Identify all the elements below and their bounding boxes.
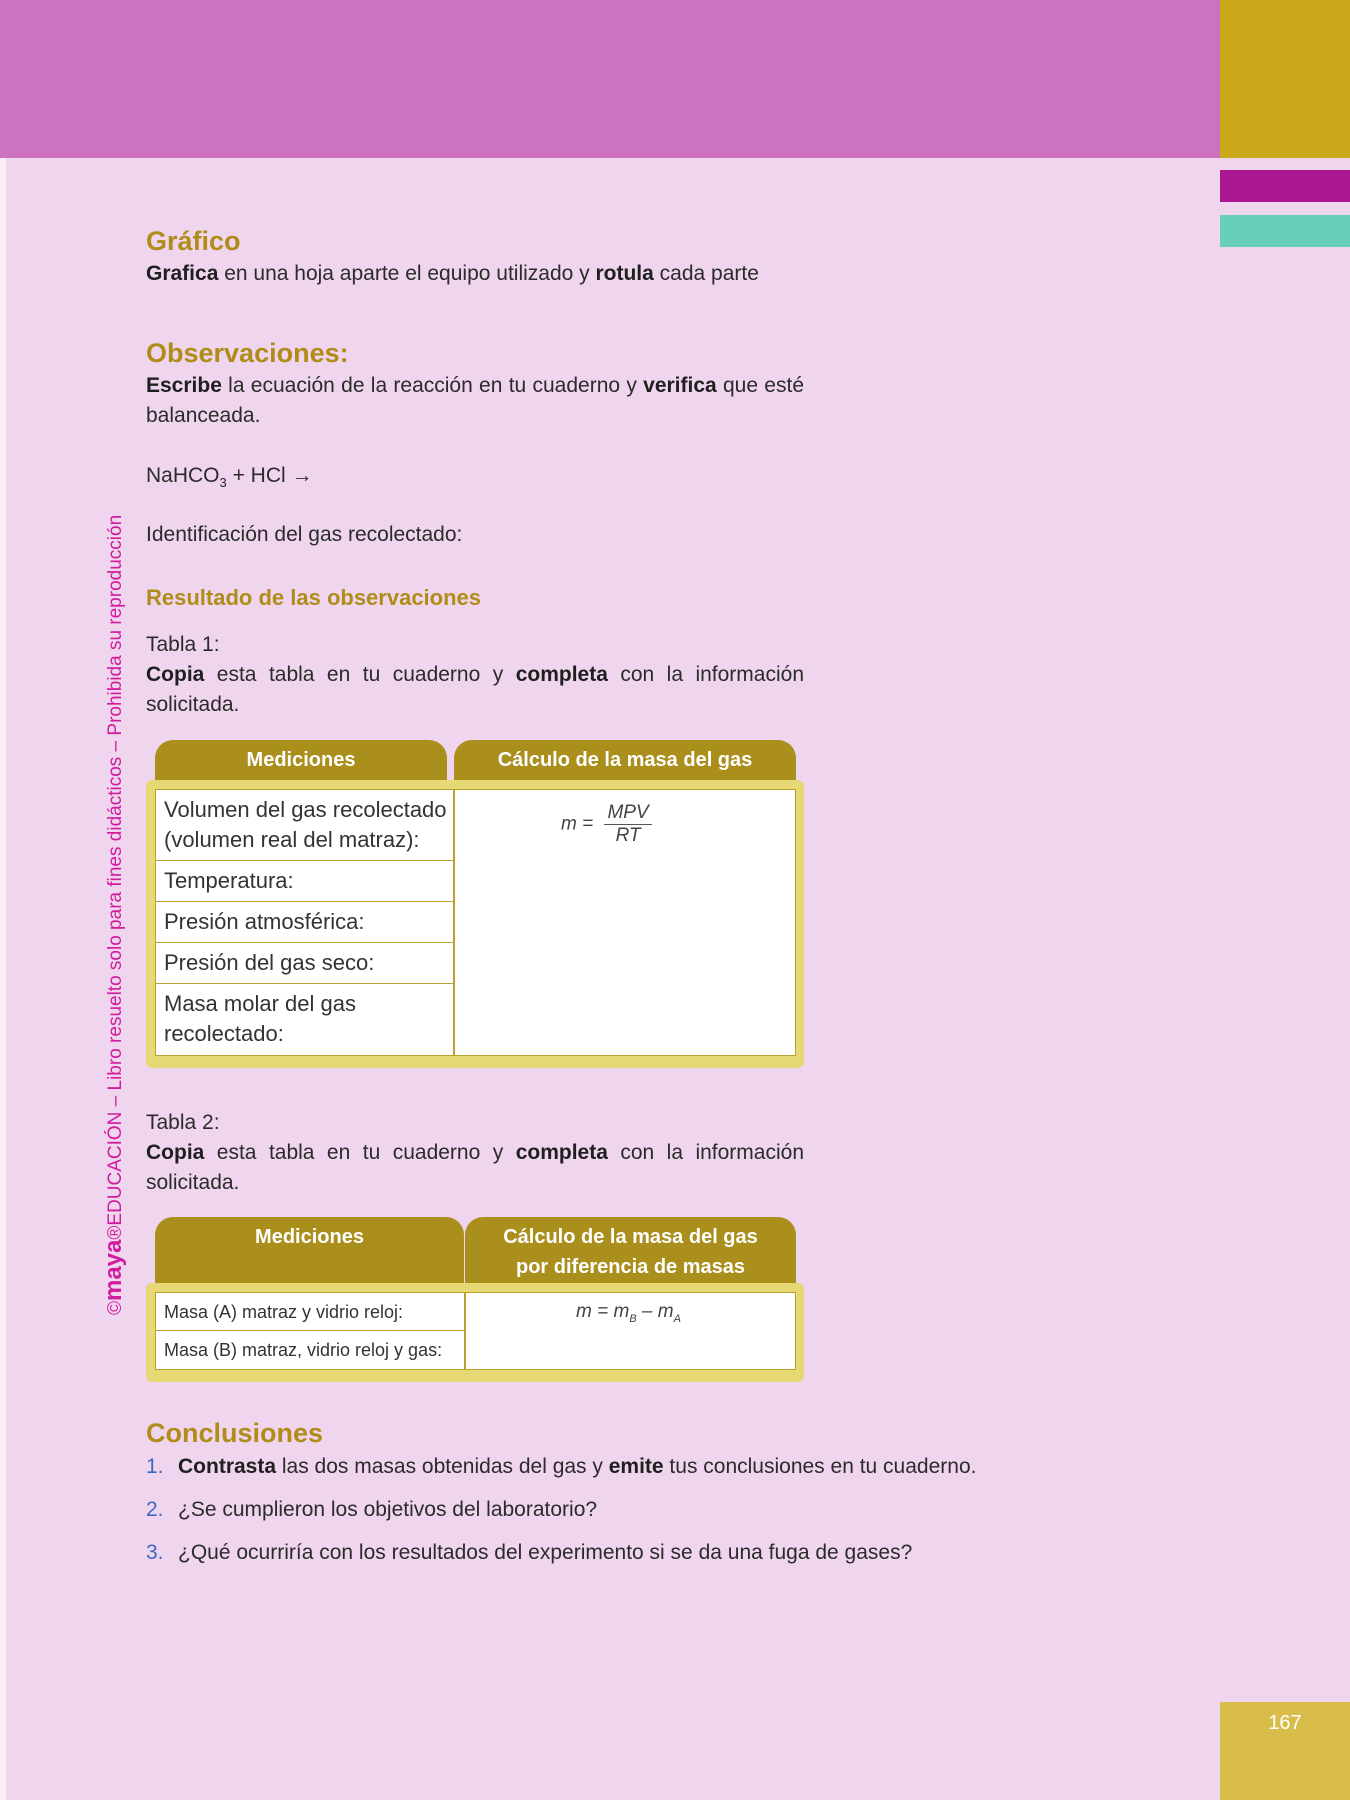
table-row: Presión del gas seco: xyxy=(156,943,454,984)
section-title-conclusiones: Conclusiones xyxy=(146,1418,324,1448)
section-title-resultado: Resultado de las observaciones xyxy=(146,585,482,610)
bold-word: completa xyxy=(515,663,608,686)
tabla1-instructions xyxy=(146,660,804,720)
arrow-icon: → xyxy=(291,464,313,487)
table-row: Masa (A) matraz y vidrio reloj: xyxy=(156,1293,465,1331)
formula-subscript: A xyxy=(673,1312,681,1325)
table-row: Presión atmosférica: xyxy=(156,902,454,943)
text-run: ¿Qué ocurriría con los resultados del experimento si se da una fuga de gases? xyxy=(178,1541,913,1564)
tabla2-instructions xyxy=(146,1138,804,1198)
bold-word: verifica xyxy=(643,374,717,397)
text-run: cada parte xyxy=(653,262,759,285)
list-number: 3. xyxy=(146,1541,164,1564)
formula-mass-difference xyxy=(576,1301,681,1325)
tabla1 xyxy=(146,740,804,1068)
equation-part: + HCl xyxy=(226,464,286,487)
list-item xyxy=(146,1495,597,1525)
list-number: 2. xyxy=(146,1498,164,1521)
tabla2-header-calculo: Cálculo de la masa del gas por diferencia de masas xyxy=(465,1217,796,1283)
page-left-edge xyxy=(0,158,6,1800)
tabla2-header-mediciones: Mediciones xyxy=(155,1217,464,1283)
list-item xyxy=(146,1452,976,1482)
table-row: Volumen del gas recolectado (volumen real del matraz): xyxy=(156,790,454,861)
tabla1-header-mediciones: Mediciones xyxy=(155,740,447,780)
text-run: las dos masas obtenidas del gas y xyxy=(276,1455,609,1478)
top-header-band xyxy=(0,0,1220,158)
formula-fraction xyxy=(604,802,651,847)
text-run: en una hoja aparte el equipo utilizado y xyxy=(218,262,596,285)
copyright-symbol: © xyxy=(105,1301,126,1315)
equation-part: NaHCO xyxy=(146,464,220,487)
grafico-instructions xyxy=(146,259,804,289)
registered-symbol: ® xyxy=(105,1225,126,1240)
section-title-observaciones: Observaciones: xyxy=(146,338,349,368)
text-run: ¿Se cumplieron los objetivos del laboratorio? xyxy=(178,1498,598,1521)
tabla2-label: Tabla 2: xyxy=(146,1111,220,1134)
bold-word: Escribe xyxy=(146,374,222,397)
formula-numerator: MPV xyxy=(604,802,651,825)
tabla2 xyxy=(146,1217,804,1382)
bold-word: rotula xyxy=(595,262,654,285)
section-title-grafico: Gráfico xyxy=(146,226,241,256)
formula-ideal-gas-mass xyxy=(561,802,652,847)
text-run: esta tabla en tu cuaderno y xyxy=(204,663,516,686)
teal-tab-marker xyxy=(1220,215,1350,247)
bold-word: Copia xyxy=(146,1141,205,1164)
table-row: Temperatura: xyxy=(156,861,454,902)
gas-identification-label: Identificación del gas recolectado: xyxy=(146,523,463,546)
brand-logo-text: maya xyxy=(100,1239,127,1301)
observaciones-instructions xyxy=(146,371,804,431)
top-corner-block xyxy=(1220,0,1350,158)
formula-subscript: B xyxy=(629,1312,637,1325)
bold-word: Contrasta xyxy=(178,1455,277,1478)
side-copyright-text xyxy=(100,515,128,1315)
formula-denominator: RT xyxy=(615,825,641,846)
text-run: con la información solicitada. xyxy=(146,1141,804,1194)
bold-word: emite xyxy=(608,1455,664,1478)
bold-word: Grafica xyxy=(146,262,219,285)
formula-part: – m xyxy=(636,1301,674,1322)
list-number: 1. xyxy=(146,1455,164,1478)
equation-subscript: 3 xyxy=(219,475,227,491)
text-run: tus conclusiones en tu cuaderno. xyxy=(663,1455,977,1478)
list-item xyxy=(146,1538,912,1568)
text-run: la ecuación de la reacción en tu cuaderno y xyxy=(221,374,644,397)
magenta-tab-marker xyxy=(1220,170,1350,202)
table-row: Masa molar del gas recolectado: xyxy=(164,991,356,1046)
page-number: 167 xyxy=(1268,1712,1302,1734)
tabla1-header-calculo: Cálculo de la masa del gas xyxy=(454,740,796,780)
table-row: Masa (B) matraz, vidrio reloj y gas: xyxy=(164,1340,443,1360)
bold-word: Copia xyxy=(146,663,205,686)
reaction-equation xyxy=(146,461,804,498)
text-run: que esté balanceada. xyxy=(146,374,804,427)
text-run: esta tabla en tu cuaderno y xyxy=(204,1141,516,1164)
formula-lhs: m = xyxy=(561,813,594,835)
bold-word: completa xyxy=(515,1141,608,1164)
tabla1-label: Tabla 1: xyxy=(146,633,220,656)
text-run: con la información solicitada. xyxy=(146,663,804,716)
side-text-body: EDUCACIÓN – Libro resuelto solo para fines didácticos – Prohibida su reproducción xyxy=(105,514,126,1226)
tabla1-body xyxy=(155,789,796,1056)
formula-part: m = m xyxy=(576,1301,630,1322)
tabla2-body xyxy=(155,1292,796,1370)
